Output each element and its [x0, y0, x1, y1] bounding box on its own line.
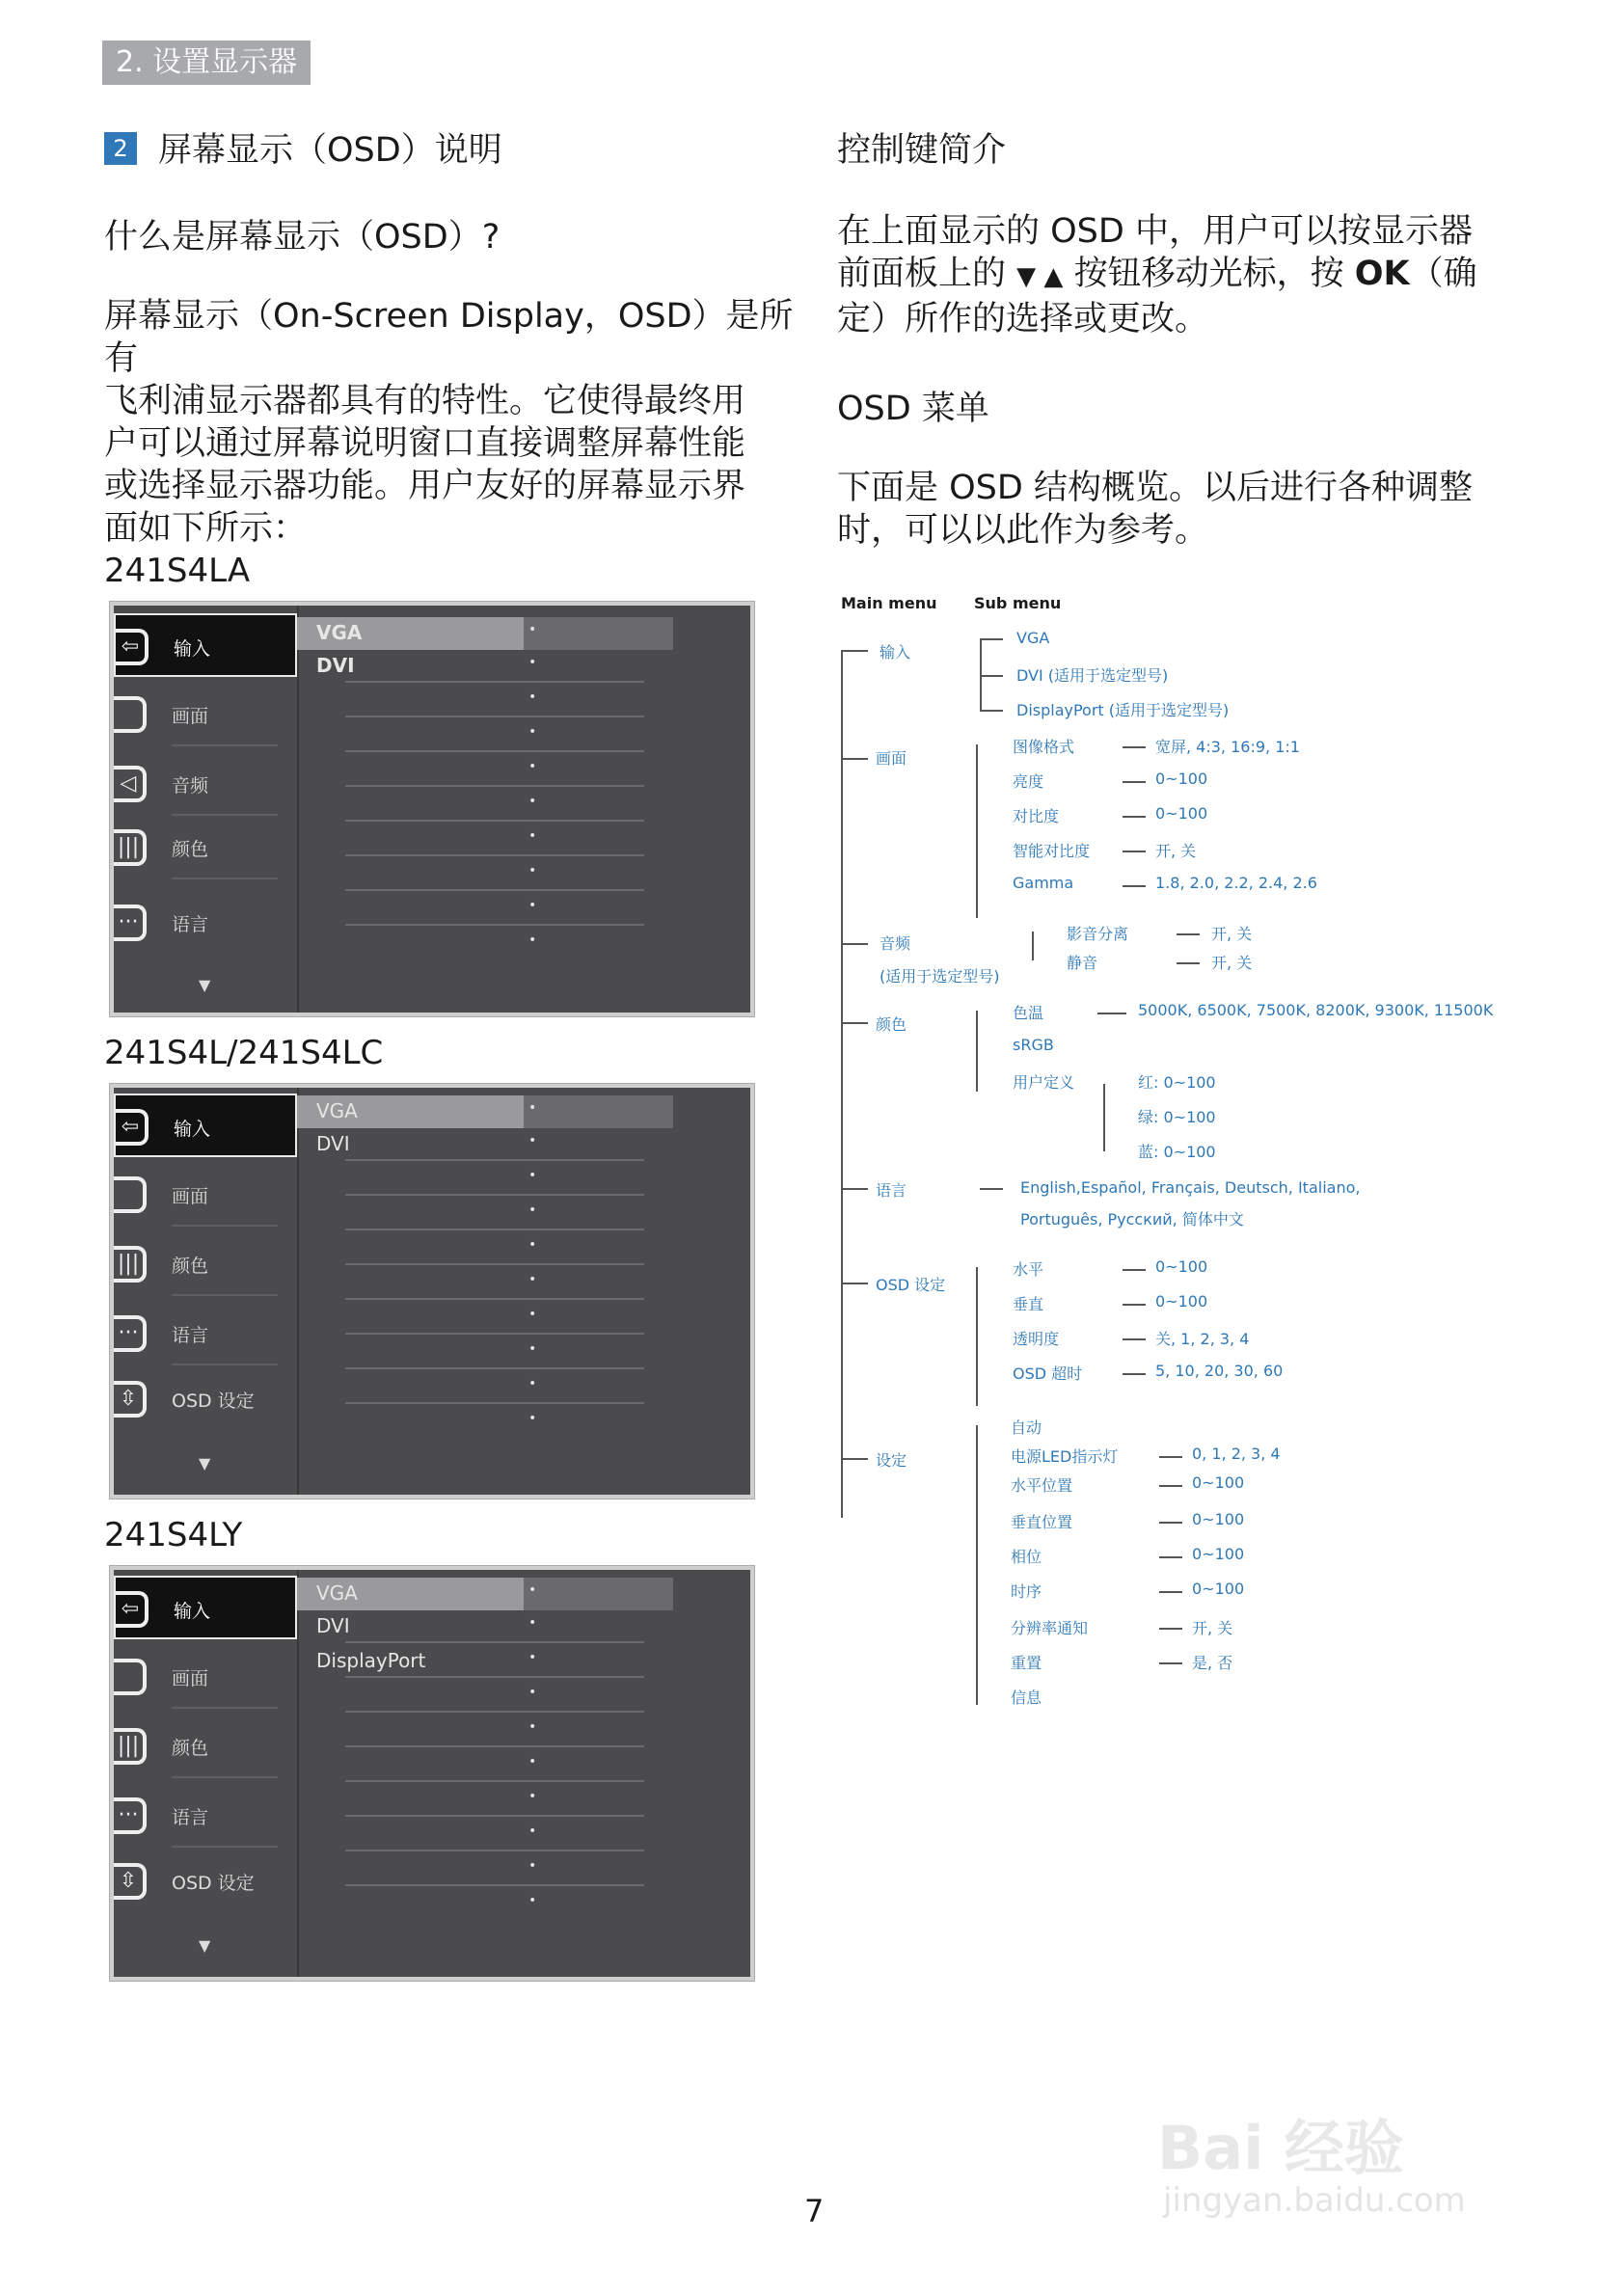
section-heading [104, 123, 502, 172]
osd-sub-item: • [297, 1302, 673, 1335]
osd-screenshot-241s4ly [110, 1566, 754, 1981]
paragraph-line: 定）所作的选择或更改。 [837, 300, 1209, 338]
osd-sub-item: • [528, 1893, 537, 1908]
osd-sub-item: • [297, 685, 673, 717]
input-icon: ⇦ [116, 1109, 149, 1146]
osd-sub-item: • [297, 1337, 673, 1369]
osd-menu-item: ··· 语言 [114, 1784, 297, 1848]
osd-menu-item: ⇳ OSD 设定 [114, 1850, 297, 1913]
osd-menu-item: 画面 [114, 1163, 297, 1227]
tree-main-audio: 音频 [880, 934, 911, 953]
paragraph-line: 户可以通过屏幕说明窗口直接调整屏幕性能 [104, 424, 746, 463]
osd-menu-item: ⇦ 输入 [114, 1094, 297, 1157]
scroll-down-icon: ▼ [199, 976, 211, 994]
osd-sub-item: • [297, 719, 673, 752]
main-menu-label: Main menu [841, 594, 937, 612]
language-icon: ··· [114, 1315, 147, 1352]
osd-sub-item: • [297, 824, 673, 856]
baidu-watermark-url: jingyan.baidu.com [1163, 2181, 1466, 2220]
chapter-tag: 2. 设置显示器 [102, 41, 311, 85]
osd-sub-item: VGA • [297, 617, 673, 650]
osd-sub-item: • [297, 1749, 673, 1782]
paragraph-line: 屏幕显示（On-Screen Display，OSD）是所有 [104, 297, 794, 378]
osd-screenshot-241s4la [110, 602, 754, 1016]
ok-key: OK [1354, 255, 1410, 293]
paragraph-line: 或选择显示器功能。用户友好的屏幕显示界 [104, 467, 746, 505]
picture-icon [114, 1659, 147, 1695]
paragraph-line: 面如下所示： [104, 509, 308, 548]
osd-sub-item: • [297, 1819, 673, 1851]
osd-sub-item: • [297, 858, 673, 891]
osd-sub-item: • [297, 1232, 673, 1265]
osd-sub-item: VGA • [297, 1095, 673, 1128]
osd-menu-item: ⇦ 输入 [114, 1576, 297, 1639]
osd-sub-item: DVI • [297, 650, 673, 683]
osd-sub-item: • [297, 1784, 673, 1817]
picture-icon [114, 1176, 147, 1213]
osd-sub-item: • [297, 1371, 673, 1404]
tree-main-color: 颜色 [876, 1015, 907, 1034]
model-label: 241S4LA [104, 552, 251, 590]
osd-menu-item: ||| 颜色 [114, 816, 297, 879]
osd-menu-item: ⇳ OSD 设定 [114, 1367, 297, 1431]
osd-sub-item: DVI • [297, 1128, 673, 1161]
baidu-watermark: Bai 经验 [1157, 2113, 1404, 2183]
osd-sub-item: • [297, 754, 673, 787]
input-icon: ⇦ [116, 1591, 149, 1628]
tree-main-language: 语言 [876, 1181, 907, 1200]
osd-sub-item: • [297, 1680, 673, 1713]
paragraph-line: 下面是 OSD 结构概览。以后进行各种调整 [837, 469, 1473, 507]
osd-main-menu [114, 1088, 299, 1495]
paragraph-line: 时，可以以此作为参考。 [837, 511, 1209, 550]
osd-settings-icon: ⇳ [114, 1863, 147, 1900]
osd-sub-item: • [297, 1267, 673, 1300]
osd-menu-heading: OSD 菜单 [837, 390, 989, 428]
osd-sub-item: • [528, 932, 537, 948]
osd-menu-item: ||| 颜色 [114, 1232, 297, 1296]
osd-menu-item: ◁ 音频 [114, 752, 297, 816]
osd-sub-item: • [297, 789, 673, 822]
osd-screenshot-241s4l [110, 1084, 754, 1499]
osd-sub-item: • [297, 1715, 673, 1747]
osd-sub-item: • [297, 1853, 673, 1886]
input-icon: ⇦ [116, 629, 149, 665]
osd-settings-icon: ⇳ [114, 1381, 147, 1418]
what-is-paragraph [104, 295, 818, 550]
section-number: 2 [104, 132, 137, 165]
osd-sub-item: • [528, 1411, 537, 1426]
tree-main-osd-settings: OSD 设定 [876, 1276, 946, 1294]
osd-menu-item: ⇦ 输入 [114, 613, 297, 677]
osd-sub-item: VGA • [297, 1578, 673, 1610]
tree-main-input: 输入 [880, 643, 911, 662]
osd-menu-item: ··· 语言 [114, 1302, 297, 1365]
osd-sub-item: • [297, 1163, 673, 1196]
paragraph-line: 在上面显示的 OSD 中，用户可以按显示器 [837, 212, 1473, 251]
color-icon: ||| [114, 1246, 147, 1283]
osd-sub-item: • [297, 893, 673, 926]
picture-icon [114, 696, 147, 733]
audio-icon: ◁ [114, 766, 147, 802]
controls-heading: 控制键简介 [837, 131, 1007, 170]
osd-menu-item: 画面 [114, 683, 297, 746]
scroll-down-icon: ▼ [199, 1454, 211, 1472]
sub-menu-label: Sub menu [974, 594, 1062, 612]
osd-menu-paragraph [837, 467, 1531, 552]
osd-sub-item: DisplayPort • [297, 1645, 673, 1678]
what-is-heading: 什么是屏幕显示（OSD）? [104, 218, 501, 257]
osd-sub-item: DVI • [297, 1610, 673, 1643]
model-label: 241S4LY [104, 1516, 243, 1554]
paragraph-line: 飞利浦显示器都具有的特性。它使得最终用 [104, 382, 746, 420]
osd-menu-item: ··· 语言 [114, 891, 297, 955]
osd-menu-item: 画面 [114, 1645, 297, 1709]
language-icon: ··· [114, 1797, 147, 1834]
osd-structure-tree: Main menu Sub menu 输入 VGA DVI (适用于选定型号) DisplayPort (适用于选定型号) 画面 图像格式 宽屏, 4:3, 16:9, 1:1 亮度 0~100 对比度 0~100 智能对比度 开, 关 Gamma 1.8, 2.0, 2.2, 2.4, 2.6 音频 (适用于选定型号) 影音分离 开, 关 静音 开, 关 颜色 色温 5000K, 6500K, 7500K, 8200K, 9300K, 11500K sRGB 用户定义 红: 0~100 绿: 0~100 蓝: 0~100 语言 English,Español, Français, Deutsch, Italiano, Português, Русский, 简体中文 OSD 设定 水平 0~100 垂直 0~100 透明度 关, 1, 2, 3, 4 OSD 超时 5, 10, 20, 30, 60 设定 自动 电源LED指示灯 0, 1, 2, 3, 4 水平位置 0~100 垂直位置 0~100 相位 0~100 时序 0~100 分辨率通知 开, 关 重置 是, 否 信息 [841, 594, 1494, 1707]
color-icon: ||| [114, 1728, 147, 1765]
osd-main-menu [114, 1570, 299, 1977]
controls-paragraph [837, 210, 1531, 340]
scroll-down-icon: ▼ [199, 1936, 211, 1955]
paragraph-line: 前面板上的 ▼ ▲ 按钮移动光标，按 OK（确 [837, 255, 1477, 293]
down-up-arrows-icon: ▼ ▲ [1016, 262, 1064, 291]
model-label: 241S4L/241S4LC [104, 1034, 384, 1072]
osd-menu-item: ||| 颜色 [114, 1715, 297, 1778]
page-number: 7 [804, 2193, 825, 2229]
section-title: 屏幕显示（OSD）说明 [158, 131, 502, 170]
tree-main-setup: 设定 [876, 1451, 907, 1470]
tree-main-picture: 画面 [876, 749, 907, 768]
language-icon: ··· [114, 905, 147, 941]
osd-main-menu [114, 606, 299, 1013]
osd-sub-item: • [297, 1198, 673, 1230]
color-icon: ||| [114, 829, 147, 866]
